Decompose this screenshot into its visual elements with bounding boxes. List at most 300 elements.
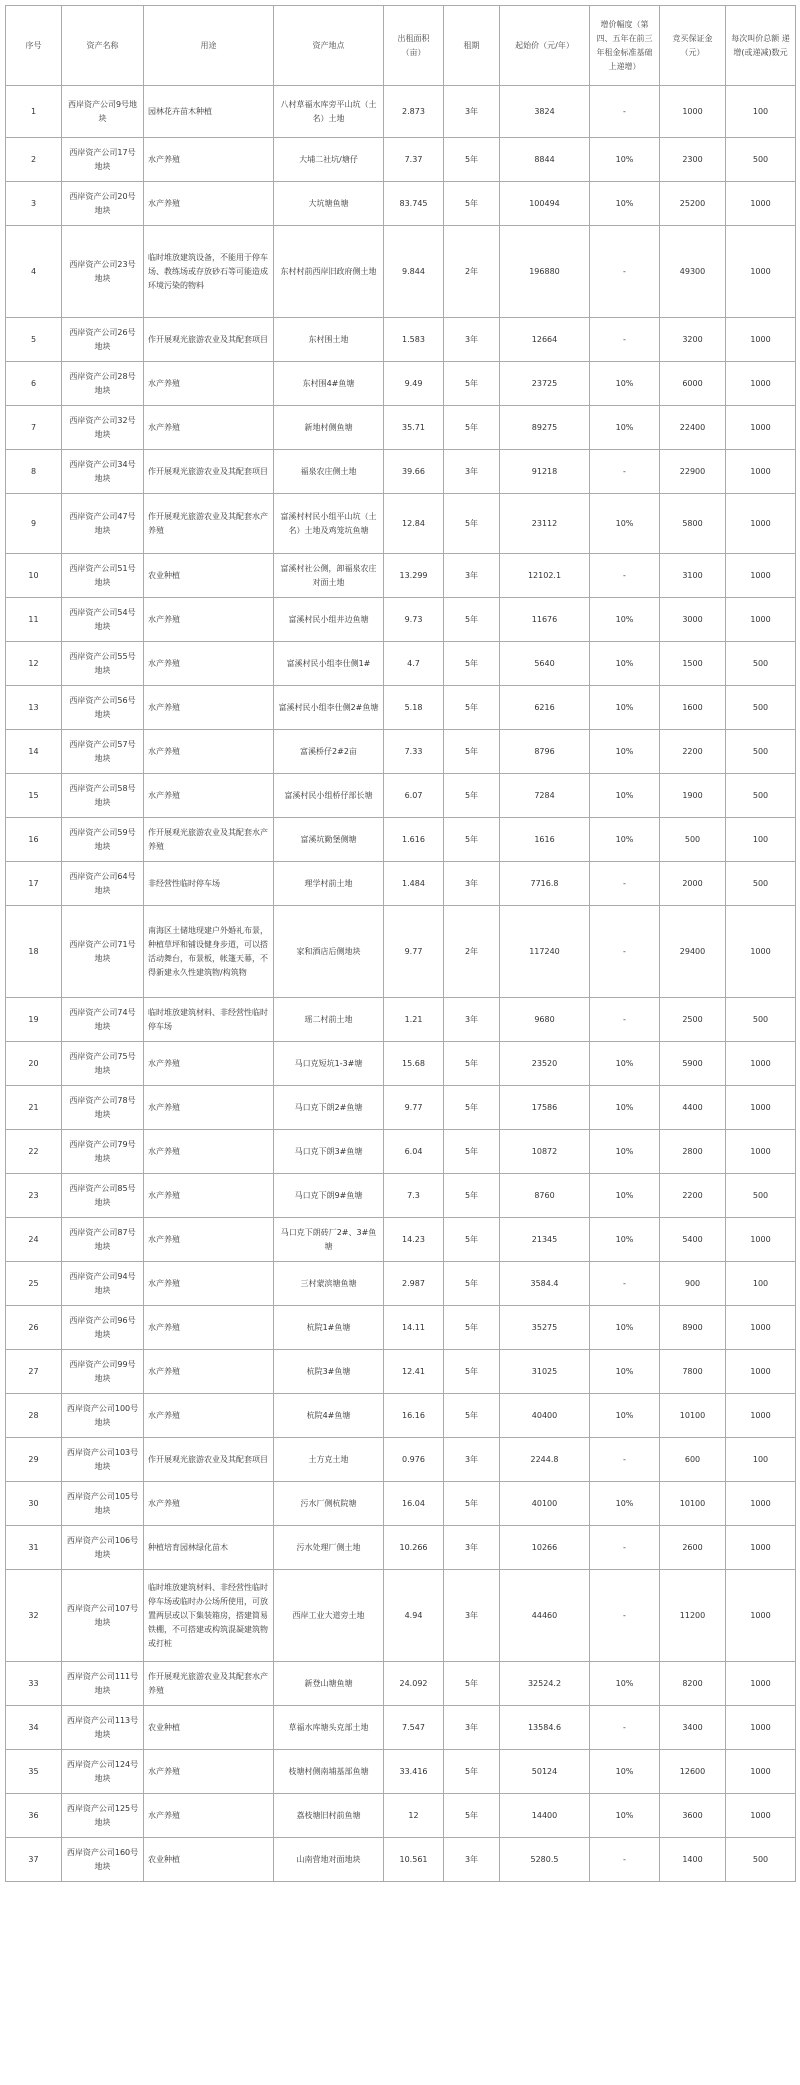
starting-price-cell: 5640 [500, 642, 590, 686]
starting-price-cell: 5280.5 [500, 1838, 590, 1882]
lease-area-cell: 1.583 [384, 318, 444, 362]
usage-cell: 水产养殖 [144, 686, 274, 730]
lease-area-cell: 1.484 [384, 862, 444, 906]
row-number-cell: 25 [6, 1262, 62, 1306]
asset-name-cell: 西岸资产公司71号地块 [62, 906, 144, 998]
lease-area-cell: 9.49 [384, 362, 444, 406]
usage-cell: 水产养殖 [144, 1394, 274, 1438]
starting-price-cell: 10872 [500, 1130, 590, 1174]
starting-price-cell: 100494 [500, 182, 590, 226]
row-number-cell: 6 [6, 362, 62, 406]
table-row [6, 1482, 796, 1526]
bid-increment-cell: 1000 [726, 182, 796, 226]
price-increase-cell: - [590, 1262, 660, 1306]
bid-deposit-cell: 3200 [660, 318, 726, 362]
starting-price-cell: 10266 [500, 1526, 590, 1570]
asset-name-cell: 西岸资产公司54号地块 [62, 598, 144, 642]
asset-location-cell: 富溪村民小组井边鱼塘 [274, 598, 384, 642]
lease-term-cell: 5年 [444, 1662, 500, 1706]
bid-deposit-cell: 5900 [660, 1042, 726, 1086]
asset-location-cell: 土方克土地 [274, 1438, 384, 1482]
asset-location-cell: 马口克短坑1-3#塘 [274, 1042, 384, 1086]
usage-cell: 水产养殖 [144, 1794, 274, 1838]
lease-area-cell: 16.16 [384, 1394, 444, 1438]
starting-price-cell: 89275 [500, 406, 590, 450]
lease-area-cell: 24.092 [384, 1662, 444, 1706]
bid-deposit-cell: 2200 [660, 1174, 726, 1218]
starting-price-cell: 8844 [500, 138, 590, 182]
table-row [6, 318, 796, 362]
asset-name-cell: 西岸资产公司32号地块 [62, 406, 144, 450]
bid-increment-cell: 1000 [726, 1350, 796, 1394]
bid-increment-cell: 1000 [726, 362, 796, 406]
header-cell: 序号 [6, 6, 62, 86]
price-increase-cell: 10% [590, 1218, 660, 1262]
lease-term-cell: 3年 [444, 1438, 500, 1482]
bid-increment-cell: 500 [726, 1174, 796, 1218]
bid-deposit-cell: 500 [660, 818, 726, 862]
usage-cell: 水产养殖 [144, 730, 274, 774]
lease-area-cell: 1.21 [384, 998, 444, 1042]
row-number-cell: 34 [6, 1706, 62, 1750]
bid-increment-cell: 1000 [726, 1570, 796, 1662]
lease-area-cell: 13.299 [384, 554, 444, 598]
asset-name-cell: 西岸资产公司58号地块 [62, 774, 144, 818]
usage-cell: 作开展观光旅游农业及其配套项目 [144, 450, 274, 494]
starting-price-cell: 11676 [500, 598, 590, 642]
lease-area-cell: 15.68 [384, 1042, 444, 1086]
lease-area-cell: 6.07 [384, 774, 444, 818]
header-row [6, 6, 796, 86]
lease-term-cell: 5年 [444, 1482, 500, 1526]
table-row [6, 494, 796, 554]
bid-increment-cell: 500 [726, 686, 796, 730]
bid-deposit-cell: 25200 [660, 182, 726, 226]
asset-location-cell: 污水处理厂侧土地 [274, 1526, 384, 1570]
row-number-cell: 20 [6, 1042, 62, 1086]
starting-price-cell: 196880 [500, 226, 590, 318]
table-row [6, 1570, 796, 1662]
row-number-cell: 16 [6, 818, 62, 862]
asset-name-cell: 西岸资产公司47号地块 [62, 494, 144, 554]
bid-deposit-cell: 600 [660, 1438, 726, 1482]
bid-increment-cell: 1000 [726, 494, 796, 554]
table-row [6, 818, 796, 862]
row-number-cell: 18 [6, 906, 62, 998]
bid-increment-cell: 500 [726, 774, 796, 818]
table-row [6, 138, 796, 182]
row-number-cell: 11 [6, 598, 62, 642]
lease-term-cell: 3年 [444, 1838, 500, 1882]
table-row [6, 1706, 796, 1750]
price-increase-cell: 10% [590, 598, 660, 642]
asset-name-cell: 西岸资产公司111号地块 [62, 1662, 144, 1706]
bid-increment-cell: 500 [726, 998, 796, 1042]
usage-cell: 作开展观光旅游农业及其配套水产养殖 [144, 818, 274, 862]
price-increase-cell: - [590, 1438, 660, 1482]
lease-area-cell: 83.745 [384, 182, 444, 226]
table-row [6, 862, 796, 906]
asset-name-cell: 西岸资产公司85号地块 [62, 1174, 144, 1218]
asset-name-cell: 西岸资产公司96号地块 [62, 1306, 144, 1350]
lease-term-cell: 3年 [444, 318, 500, 362]
asset-location-cell: 东村村前西岸旧政府侧土地 [274, 226, 384, 318]
asset-location-cell: 大埔二社坑/塘仔 [274, 138, 384, 182]
asset-name-cell: 西岸资产公司78号地块 [62, 1086, 144, 1130]
price-increase-cell: 10% [590, 1174, 660, 1218]
row-number-cell: 29 [6, 1438, 62, 1482]
table-row [6, 450, 796, 494]
asset-name-cell: 西岸资产公司34号地块 [62, 450, 144, 494]
table-row [6, 1262, 796, 1306]
asset-name-cell: 西岸资产公司107号地块 [62, 1570, 144, 1662]
starting-price-cell: 23112 [500, 494, 590, 554]
table-body [6, 86, 796, 1882]
lease-term-cell: 5年 [444, 1350, 500, 1394]
lease-term-cell: 5年 [444, 774, 500, 818]
lease-area-cell: 39.66 [384, 450, 444, 494]
asset-lease-table [5, 5, 796, 1882]
bid-increment-cell: 1000 [726, 1482, 796, 1526]
row-number-cell: 12 [6, 642, 62, 686]
bid-increment-cell: 100 [726, 1262, 796, 1306]
asset-name-cell: 西岸资产公司56号地块 [62, 686, 144, 730]
bid-deposit-cell: 5400 [660, 1218, 726, 1262]
row-number-cell: 17 [6, 862, 62, 906]
asset-name-cell: 西岸资产公司59号地块 [62, 818, 144, 862]
asset-name-cell: 西岸资产公司103号地块 [62, 1438, 144, 1482]
table-row [6, 1838, 796, 1882]
row-number-cell: 22 [6, 1130, 62, 1174]
usage-cell: 临时堆放建筑设备，不能用于停车场、教练场或存放砂石等可能造成环境污染的物料 [144, 226, 274, 318]
lease-area-cell: 2.873 [384, 86, 444, 138]
asset-location-cell: 瑶二村前土地 [274, 998, 384, 1042]
usage-cell: 临时堆放建筑材料、非经营性临时停车场或临时办公场所使用，可放置两层或以下集装箱房，搭建简易铁棚，不可搭建或构筑混凝建筑物或打桩 [144, 1570, 274, 1662]
usage-cell: 非经营性临时停车场 [144, 862, 274, 906]
usage-cell: 水产养殖 [144, 1130, 274, 1174]
price-increase-cell: 10% [590, 642, 660, 686]
bid-deposit-cell: 1900 [660, 774, 726, 818]
bid-deposit-cell: 22400 [660, 406, 726, 450]
asset-location-cell: 杭院3#鱼塘 [274, 1350, 384, 1394]
starting-price-cell: 117240 [500, 906, 590, 998]
lease-term-cell: 5年 [444, 598, 500, 642]
asset-location-cell: 杭院1#鱼塘 [274, 1306, 384, 1350]
lease-term-cell: 5年 [444, 1794, 500, 1838]
bid-deposit-cell: 12600 [660, 1750, 726, 1794]
table-row [6, 686, 796, 730]
bid-deposit-cell: 7800 [660, 1350, 726, 1394]
asset-location-cell: 污水厂侧杭院塘 [274, 1482, 384, 1526]
lease-term-cell: 3年 [444, 862, 500, 906]
asset-name-cell: 西岸资产公司79号地块 [62, 1130, 144, 1174]
asset-name-cell: 西岸资产公司124号地块 [62, 1750, 144, 1794]
starting-price-cell: 6216 [500, 686, 590, 730]
bid-increment-cell: 1000 [726, 1394, 796, 1438]
asset-name-cell: 西岸资产公司74号地块 [62, 998, 144, 1042]
starting-price-cell: 17586 [500, 1086, 590, 1130]
starting-price-cell: 40400 [500, 1394, 590, 1438]
lease-term-cell: 5年 [444, 1394, 500, 1438]
asset-name-cell: 西岸资产公司106号地块 [62, 1526, 144, 1570]
bid-deposit-cell: 11200 [660, 1570, 726, 1662]
table-row [6, 906, 796, 998]
asset-location-cell: 富溪桥仔2#2亩 [274, 730, 384, 774]
price-increase-cell: 10% [590, 686, 660, 730]
asset-name-cell: 西岸资产公司57号地块 [62, 730, 144, 774]
starting-price-cell: 35275 [500, 1306, 590, 1350]
price-increase-cell: - [590, 318, 660, 362]
bid-increment-cell: 1000 [726, 1662, 796, 1706]
asset-location-cell: 福泉农庄侧土地 [274, 450, 384, 494]
bid-deposit-cell: 3600 [660, 1794, 726, 1838]
asset-name-cell: 西岸资产公司75号地块 [62, 1042, 144, 1086]
asset-location-cell: 大坑塘鱼塘 [274, 182, 384, 226]
row-number-cell: 9 [6, 494, 62, 554]
lease-area-cell: 9.73 [384, 598, 444, 642]
lease-term-cell: 5年 [444, 138, 500, 182]
bid-increment-cell: 100 [726, 818, 796, 862]
lease-term-cell: 5年 [444, 494, 500, 554]
lease-area-cell: 12 [384, 1794, 444, 1838]
table-row [6, 998, 796, 1042]
row-number-cell: 31 [6, 1526, 62, 1570]
row-number-cell: 28 [6, 1394, 62, 1438]
price-increase-cell: - [590, 554, 660, 598]
row-number-cell: 32 [6, 1570, 62, 1662]
header-cell: 出租面积（亩） [384, 6, 444, 86]
usage-cell: 作开展观光旅游农业及其配套水产养殖 [144, 494, 274, 554]
lease-area-cell: 35.71 [384, 406, 444, 450]
bid-deposit-cell: 2600 [660, 1526, 726, 1570]
lease-area-cell: 7.33 [384, 730, 444, 774]
usage-cell: 园林花卉苗木种植 [144, 86, 274, 138]
lease-area-cell: 14.23 [384, 1218, 444, 1262]
asset-location-cell: 东村围土地 [274, 318, 384, 362]
header-cell: 竞买保证金（元） [660, 6, 726, 86]
price-increase-cell: 10% [590, 1394, 660, 1438]
asset-location-cell: 富溪村民小组李仕侧1# [274, 642, 384, 686]
row-number-cell: 30 [6, 1482, 62, 1526]
asset-location-cell: 八村草福水库旁平山坑（土名）土地 [274, 86, 384, 138]
asset-lease-table-sheet [5, 5, 795, 1882]
usage-cell: 水产养殖 [144, 1306, 274, 1350]
bid-increment-cell: 1000 [726, 1218, 796, 1262]
usage-cell: 水产养殖 [144, 1350, 274, 1394]
usage-cell: 水产养殖 [144, 598, 274, 642]
table-row [6, 1306, 796, 1350]
asset-name-cell: 西岸资产公司17号地块 [62, 138, 144, 182]
asset-name-cell: 西岸资产公司28号地块 [62, 362, 144, 406]
table-row [6, 1394, 796, 1438]
price-increase-cell: - [590, 1706, 660, 1750]
price-increase-cell: 10% [590, 1350, 660, 1394]
usage-cell: 农业种植 [144, 554, 274, 598]
row-number-cell: 8 [6, 450, 62, 494]
lease-term-cell: 3年 [444, 86, 500, 138]
lease-term-cell: 3年 [444, 1526, 500, 1570]
row-number-cell: 5 [6, 318, 62, 362]
starting-price-cell: 2244.8 [500, 1438, 590, 1482]
asset-name-cell: 西岸资产公司26号地块 [62, 318, 144, 362]
bid-deposit-cell: 1600 [660, 686, 726, 730]
starting-price-cell: 3584.4 [500, 1262, 590, 1306]
starting-price-cell: 23725 [500, 362, 590, 406]
lease-area-cell: 10.561 [384, 1838, 444, 1882]
asset-name-cell: 西岸资产公司9号地块 [62, 86, 144, 138]
bid-deposit-cell: 10100 [660, 1482, 726, 1526]
lease-area-cell: 6.04 [384, 1130, 444, 1174]
table-row [6, 1174, 796, 1218]
usage-cell: 水产养殖 [144, 774, 274, 818]
row-number-cell: 19 [6, 998, 62, 1042]
bid-deposit-cell: 900 [660, 1262, 726, 1306]
usage-cell: 水产养殖 [144, 1042, 274, 1086]
bid-increment-cell: 500 [726, 730, 796, 774]
asset-location-cell: 富溪坑勤堡侧塘 [274, 818, 384, 862]
usage-cell: 水产养殖 [144, 1174, 274, 1218]
price-increase-cell: - [590, 86, 660, 138]
lease-term-cell: 5年 [444, 406, 500, 450]
row-number-cell: 21 [6, 1086, 62, 1130]
asset-location-cell: 马口克下朗砖厂2#、3#鱼塘 [274, 1218, 384, 1262]
lease-term-cell: 2年 [444, 906, 500, 998]
bid-increment-cell: 500 [726, 862, 796, 906]
table-row [6, 1438, 796, 1482]
asset-location-cell: 马口克下朗3#鱼塘 [274, 1130, 384, 1174]
starting-price-cell: 21345 [500, 1218, 590, 1262]
table-row [6, 598, 796, 642]
lease-area-cell: 0.976 [384, 1438, 444, 1482]
price-increase-cell: 10% [590, 818, 660, 862]
asset-location-cell: 富溪村村民小组平山坑（土名）土地及鸡笼坑鱼塘 [274, 494, 384, 554]
row-number-cell: 35 [6, 1750, 62, 1794]
lease-term-cell: 5年 [444, 730, 500, 774]
lease-term-cell: 3年 [444, 1706, 500, 1750]
row-number-cell: 27 [6, 1350, 62, 1394]
asset-name-cell: 西岸资产公司94号地块 [62, 1262, 144, 1306]
lease-area-cell: 10.266 [384, 1526, 444, 1570]
lease-area-cell: 4.94 [384, 1570, 444, 1662]
bid-deposit-cell: 4400 [660, 1086, 726, 1130]
usage-cell: 作开展观光旅游农业及其配套水产养殖 [144, 1662, 274, 1706]
bid-deposit-cell: 1000 [660, 86, 726, 138]
lease-term-cell: 5年 [444, 642, 500, 686]
asset-location-cell: 理学村前土地 [274, 862, 384, 906]
bid-increment-cell: 1000 [726, 906, 796, 998]
table-row [6, 1350, 796, 1394]
row-number-cell: 2 [6, 138, 62, 182]
lease-term-cell: 5年 [444, 362, 500, 406]
header-cell: 用途 [144, 6, 274, 86]
table-row [6, 1042, 796, 1086]
usage-cell: 种植培育园林绿化苗木 [144, 1526, 274, 1570]
asset-name-cell: 西岸资产公司125号地块 [62, 1794, 144, 1838]
row-number-cell: 4 [6, 226, 62, 318]
table-row [6, 642, 796, 686]
usage-cell: 水产养殖 [144, 1086, 274, 1130]
lease-area-cell: 7.3 [384, 1174, 444, 1218]
asset-name-cell: 西岸资产公司160号地块 [62, 1838, 144, 1882]
lease-term-cell: 5年 [444, 686, 500, 730]
header-cell: 增价幅度（第四、五年在前三年租金标准基础上递增） [590, 6, 660, 86]
lease-area-cell: 16.04 [384, 1482, 444, 1526]
table-row [6, 1750, 796, 1794]
starting-price-cell: 7284 [500, 774, 590, 818]
bid-deposit-cell: 2500 [660, 998, 726, 1042]
price-increase-cell: 10% [590, 182, 660, 226]
asset-location-cell: 富溪村社公侧，卸福泉农庄对面土地 [274, 554, 384, 598]
bid-increment-cell: 100 [726, 86, 796, 138]
row-number-cell: 26 [6, 1306, 62, 1350]
lease-area-cell: 5.18 [384, 686, 444, 730]
lease-term-cell: 5年 [444, 1750, 500, 1794]
lease-area-cell: 7.547 [384, 1706, 444, 1750]
starting-price-cell: 1616 [500, 818, 590, 862]
bid-deposit-cell: 2200 [660, 730, 726, 774]
bid-increment-cell: 1000 [726, 1306, 796, 1350]
asset-location-cell: 枝塘村侧南埔基部鱼塘 [274, 1750, 384, 1794]
lease-area-cell: 9.77 [384, 1086, 444, 1130]
lease-term-cell: 5年 [444, 1130, 500, 1174]
price-increase-cell: - [590, 998, 660, 1042]
bid-increment-cell: 1000 [726, 1042, 796, 1086]
asset-location-cell: 家和酒店后侧地块 [274, 906, 384, 998]
price-increase-cell: 10% [590, 1750, 660, 1794]
lease-term-cell: 3年 [444, 1570, 500, 1662]
bid-deposit-cell: 8900 [660, 1306, 726, 1350]
header-cell: 起始价（元/年） [500, 6, 590, 86]
lease-term-cell: 5年 [444, 1262, 500, 1306]
price-increase-cell: 10% [590, 138, 660, 182]
lease-area-cell: 12.41 [384, 1350, 444, 1394]
asset-name-cell: 西岸资产公司20号地块 [62, 182, 144, 226]
usage-cell: 水产养殖 [144, 362, 274, 406]
table-row [6, 730, 796, 774]
starting-price-cell: 9680 [500, 998, 590, 1042]
lease-term-cell: 5年 [444, 1174, 500, 1218]
usage-cell: 作开展观光旅游农业及其配套项目 [144, 1438, 274, 1482]
asset-location-cell: 马口克下朗2#鱼塘 [274, 1086, 384, 1130]
bid-deposit-cell: 3000 [660, 598, 726, 642]
table-row [6, 1662, 796, 1706]
table-row [6, 1794, 796, 1838]
price-increase-cell: 10% [590, 774, 660, 818]
bid-deposit-cell: 10100 [660, 1394, 726, 1438]
lease-area-cell: 9.844 [384, 226, 444, 318]
lease-term-cell: 5年 [444, 1086, 500, 1130]
lease-area-cell: 14.11 [384, 1306, 444, 1350]
usage-cell: 水产养殖 [144, 1482, 274, 1526]
asset-location-cell: 草福水库塘头克部土地 [274, 1706, 384, 1750]
price-increase-cell: 10% [590, 1794, 660, 1838]
price-increase-cell: - [590, 862, 660, 906]
asset-name-cell: 西岸资产公司113号地块 [62, 1706, 144, 1750]
lease-term-cell: 5年 [444, 1042, 500, 1086]
asset-name-cell: 西岸资产公司23号地块 [62, 226, 144, 318]
lease-term-cell: 3年 [444, 450, 500, 494]
price-increase-cell: 10% [590, 406, 660, 450]
starting-price-cell: 32524.2 [500, 1662, 590, 1706]
price-increase-cell: - [590, 226, 660, 318]
row-number-cell: 10 [6, 554, 62, 598]
starting-price-cell: 91218 [500, 450, 590, 494]
lease-term-cell: 5年 [444, 1306, 500, 1350]
bid-increment-cell: 100 [726, 1438, 796, 1482]
price-increase-cell: 10% [590, 1086, 660, 1130]
row-number-cell: 7 [6, 406, 62, 450]
row-number-cell: 13 [6, 686, 62, 730]
